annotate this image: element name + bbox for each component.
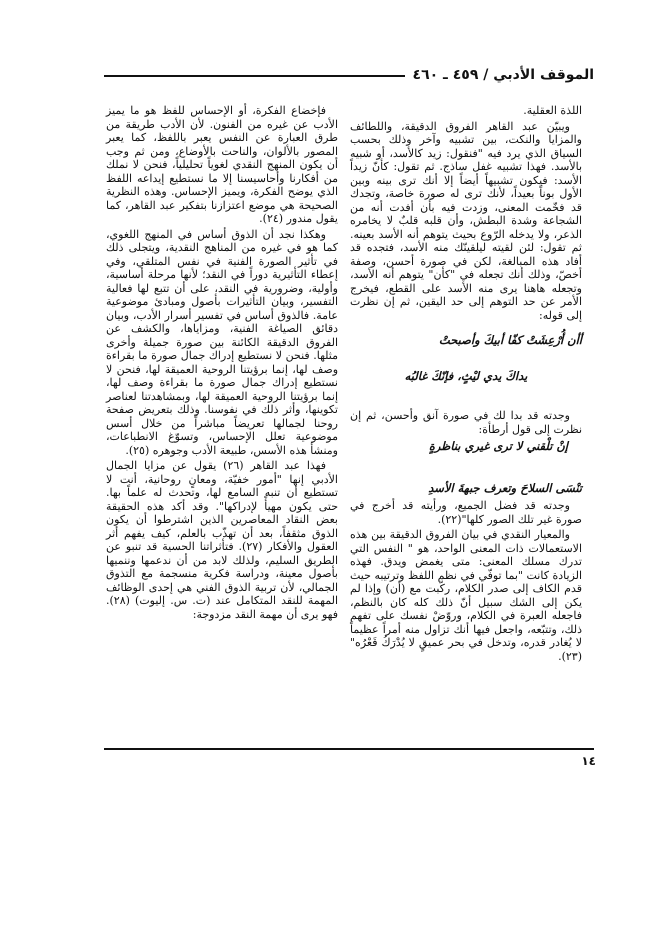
paragraph: فإخضاع الفكرة، أو الإحساس للفظ هو ما يميز الأدب عن غيره من الفنون. لأن الأدب طريقة من طرق العبارة عن النفس يعبر باللفظ، كما يعبر المصور بالألوان، والناحت بالأوضاع، ومن ثم وجب أن يكون المنهج النقدي لغوياً تحليلياً، فنحن لا نملك من أفكارنا وأحاسيسنا إلا ما نستطيع إيداعه اللفظ الذي يوضح الفكرة، ويميز الإحساس. وهذه النظرية الصحيحة هي موضع اعتزازنا بتفكير عبد القاهر، كما يقول مندور (٢٤). <box>106 104 338 225</box>
verse-line: يداكَ يدي ليْثٍ، فإنّكَ غالبُه <box>404 368 528 383</box>
journal-title: الموقف الأدبي / ٤٥٩ ـ ٤٦٠ <box>412 67 594 83</box>
header-rule <box>104 75 405 77</box>
verse-line: إنْ تلْقني لا ترى غيري بناظرةٍ <box>428 439 568 453</box>
verse-line: أأن أُرْعِشَتْ كفّا أبيكَ وأصبحتْ <box>438 333 582 347</box>
left-column <box>106 104 338 623</box>
paragraph: وجدته قد فضل الجميع، ورأيته قد أخرج في صورة غير تلك الصور كلها"(٢٢). <box>350 499 582 526</box>
paragraph: وجدته قد بدا لك في صورة آنق وأحسن، ثم إن نظرت إلى قول أرطأة: <box>350 409 582 436</box>
running-header <box>104 64 594 86</box>
paragraph: والمعيار النقدي في بيان الفروق الدقيقة بين هذه الاستعمالات ذات المعنى الواحد، هو " النفس التي تدرك مسلك المعنى: متى يغمض ويدق. فهذه الزيادة كانت "بما توفّي في نظم اللفظ وترتيبه حيث قدم الكاف إلى صدر الكلام، ركّبت مع (أن) وإذا لم يكن إلى الشك سبيل أنّ ذلك كله كان بالنظم، فاجعله العبرة في الكلام، وروّضْ نفسك على تفهم ذلك، وتتبّعه، واجعل فيها أنك تزاول منه أمراً عظيماً لا يُغادر قدره، وتدخل في بحر عميقٍ لا يُدْرَكُ قَعْرُه" (٢٣). <box>350 528 582 663</box>
paragraph: فهذا عبد القاهر (٢٦) يقول عن مزايا الجمال الأدبي إنها "أمور خفيّة، ومعانٍ روحانية، أنت لا تستطيع أن تنبه السامع لها، وتحدث له علماً بها. حتى يكون مهيأً لإدراكها". وقد أكد هذه الحقيقة بعض النقاد المعاصرين الذين اشترطوا أن يكون الذوق مثقفاً، بعد أن تهذّب بالعلم، كيف يفهم أثر العقول والأفكار (٢٧). فتأثراتنا الحسية قد تنبو عن الطريق السليم، ولذلك لابد من أن ندعمها وننميها بأصول معينة، ودراسة فكرية منسجمة مع التذوق الجمالي، لأن تربية الذوق الفني هي إحدى الوظائف المهمة للنقد المتكامل عند (ت. س. إليوت) (٢٨). فهو يرى أن مهمة النقد مزدوجة: <box>106 459 338 621</box>
right-column <box>350 104 582 665</box>
paragraph: وهكذا نجد أن الذوق أساس في المنهج اللغوي، كما هو في غيره من المناهج النقدية، ويتجلى ذلك في تأثير الصورة الفنية في نفس المتلقي، وفي إعطاء التأثيرية دوراً في النقد؛ لأنها مرحلة أساسية، وأولية، وضرورية في النقد، على أن تتبع لها فعالية التفسير، وبيان التأثيرات بأصول ومبادئ موضوعية عامة. فالذوق أساس في تفسير أسرار الأدب، وبيان دقائق الصياغة الفنية، ومزاياها، والكشف عن الفروق الدقيقة الكائنة بين صورة جميلة وأخرى مثلها. فنحن لا نستطيع إدراك جمال صورة ما بقراءة وصف لها، إنما برؤيتنا الروحية العميقة لها، فنحن لا نستطيع إدراك جمال صورة ما بقراءة وصف لها، إنما برؤيتنا الروحية العميقة لها، وبمشاهدتنا لعناصر تكوينها، وأثر ذلك في نفوسنا. وذلك بتعريض صفحة روحنا لجمالها تعريضاً مباشراً من خلال أسس موضوعية تعلل الإحساس، وتسوّغ الانطباعات، ومنشأ هذه الأسس، طبيعة الأدب وجوهره (٢٥). <box>106 227 338 457</box>
paragraph: اللذة العقلية. <box>523 104 582 117</box>
paragraph: ويبيّن عبد القاهر الفروق الدقيقة، واللطائف والمزايا والنكت، بين تشبيه وآخر وذلك بحسب السياق الذي يرد فيه "فنقول: زيد كالأسد، أو شبيه بالأسد. فهذا تشبيه غفل ساذج. ثم تقول: كأنّ زيداً الأسد: فيكون تشبيهاً أيضاً إلا أنك ترى بينه وبين الأول بوناً بعيداً، لأنك ترى له صورة خاصة، وتجدك قد فخّمت المعنى، وزدت فيه بأن أفدت أنه من الشجاعة وشدة البطش، وأن قلبه قلبٌ لا يخامره الذعر، ولا يدخله الرّوع بحيث يتوهم أنه الأسد بعينه. ثم تقول: لئن لقيته ليلقينّك منه الأسد، فتجده قد أفاد هذه المبالغة، لكن في صورة أحسن، وصفة أخصّ، وذلك أنك تجعله في "كأن" يتوهم أنه الأسد، وتجعله هاهنا يرى منه الأسد على القطع، فيخرج الأمر عن حد التوهم إلى حد اليقين، ثم إن نظرت إلى قوله: <box>350 119 582 322</box>
page-number: ١٤ <box>581 754 596 768</box>
verse-line: تنْسَى السلاحَ وتعرف جبهةَ الأسدِ <box>428 480 582 495</box>
footer-rule <box>104 748 594 750</box>
